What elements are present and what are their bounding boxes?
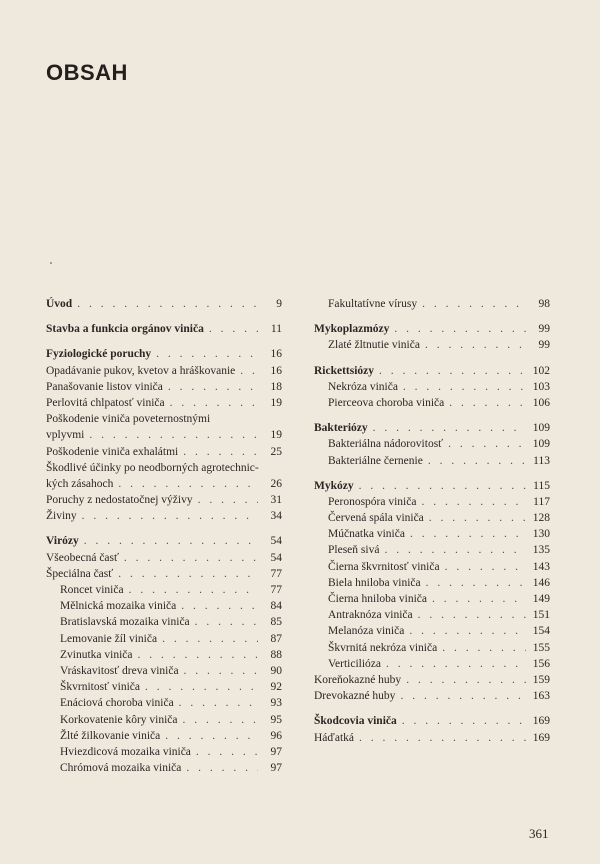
toc-entry-page: 84 bbox=[270, 600, 282, 613]
toc-entry-page: 87 bbox=[270, 632, 282, 645]
dot-leader bbox=[118, 476, 258, 492]
toc-entry bbox=[314, 321, 550, 337]
dot-leader bbox=[170, 395, 258, 411]
toc-entry-title: Perlovitá chlpatosť viniča bbox=[46, 396, 165, 409]
toc-entry-page: 18 bbox=[270, 380, 282, 393]
toc-entry-page: 16 bbox=[270, 364, 282, 377]
dot-leader bbox=[89, 427, 258, 443]
toc-entry-page: 151 bbox=[532, 609, 550, 622]
toc-entry-page: 102 bbox=[532, 364, 550, 377]
toc-entry-title: Škodlivé účinky po neodborných agrotechnic- bbox=[46, 461, 259, 474]
dot-leader bbox=[445, 559, 526, 575]
toc-entry bbox=[46, 411, 282, 427]
dot-leader bbox=[421, 494, 526, 510]
toc-entry bbox=[46, 550, 282, 566]
toc-entry-page: 26 bbox=[270, 477, 282, 490]
toc-entry-title: Roncet viniča bbox=[60, 584, 124, 596]
toc-entry-page: 146 bbox=[532, 576, 550, 589]
toc-entry bbox=[46, 566, 282, 582]
toc-entry bbox=[46, 379, 282, 395]
toc-entry bbox=[314, 575, 550, 591]
toc-entry-title: Vráskavitosť dreva viniča bbox=[60, 664, 179, 677]
dot-leader bbox=[82, 508, 258, 524]
toc-entry bbox=[314, 672, 550, 688]
dot-leader bbox=[145, 679, 258, 695]
toc-entry-title: Pleseň sivá bbox=[328, 544, 380, 557]
toc-entry-title: Stavba a funkcia orgánov viniča bbox=[46, 323, 204, 336]
toc-entry-title: Zvinutka viniča bbox=[60, 648, 133, 661]
toc-entry-page: 19 bbox=[270, 429, 282, 442]
dot-leader bbox=[410, 526, 526, 542]
dot-leader bbox=[426, 575, 526, 591]
toc-entry bbox=[314, 296, 550, 312]
dot-leader bbox=[425, 337, 526, 353]
toc-entry-title: Špeciálna časť bbox=[46, 567, 114, 580]
toc-entry bbox=[314, 640, 550, 656]
toc-entry-title: Bakteriálne černenie bbox=[328, 454, 423, 467]
toc-entry-title: kých zásahoch bbox=[46, 477, 114, 490]
toc-entry-title: Poškodenie viniča exhalátmi bbox=[46, 445, 179, 458]
toc-entry-title: Škvrnitá nekróza viniča bbox=[328, 641, 438, 654]
dot-leader bbox=[400, 688, 526, 704]
toc-entry bbox=[46, 647, 282, 663]
toc-entry-title: Virózy bbox=[46, 535, 79, 548]
toc-entry-page: 31 bbox=[270, 494, 282, 507]
toc-entry-page: 85 bbox=[270, 616, 282, 629]
toc-entry bbox=[46, 296, 282, 312]
toc-entry-title: Bakteriálna nádorovitosť bbox=[328, 438, 444, 451]
toc-entry-title: Koreňokazné huby bbox=[314, 673, 402, 686]
toc-entry-title: Bakteriózy bbox=[314, 422, 368, 435]
toc-entry-title: Fakultatívne vírusy bbox=[328, 298, 418, 310]
toc-entry bbox=[46, 444, 282, 460]
dot-leader bbox=[186, 760, 258, 776]
paper-speck bbox=[50, 262, 52, 264]
toc-entry bbox=[314, 607, 550, 623]
toc-entry-page: 25 bbox=[270, 445, 282, 458]
toc-entry-title: Mělnická mozaika viniča bbox=[60, 600, 177, 613]
toc-entry bbox=[46, 533, 282, 549]
toc-entry bbox=[314, 337, 550, 353]
toc-left-column bbox=[46, 296, 282, 776]
dot-leader bbox=[432, 591, 526, 607]
dot-leader bbox=[138, 647, 259, 663]
toc-entry-title: Žlté žilkovanie viniča bbox=[60, 729, 161, 742]
toc-entry-page: 109 bbox=[532, 438, 550, 451]
toc-entry-title: Opadávanie pukov, kvetov a hráškovanie bbox=[46, 364, 236, 377]
toc-entry bbox=[314, 363, 550, 379]
toc-entry bbox=[314, 623, 550, 639]
toc-entry-title: Čierna škvrnitosť viniča bbox=[328, 560, 440, 573]
toc-entry-page: 19 bbox=[270, 396, 282, 409]
toc-entry bbox=[46, 614, 282, 630]
toc-entry-page: 77 bbox=[270, 584, 282, 596]
toc-entry-title: Korkovatenie kôry viniča bbox=[60, 713, 178, 726]
toc-entry bbox=[46, 728, 282, 744]
toc-entry-page: 128 bbox=[532, 512, 550, 525]
toc-entry-page: 9 bbox=[276, 298, 282, 310]
dot-leader bbox=[183, 444, 258, 460]
toc-entry bbox=[46, 508, 282, 524]
toc-entry-title: Všeobecná časť bbox=[46, 551, 119, 564]
toc-entry bbox=[46, 744, 282, 760]
dot-leader bbox=[406, 672, 526, 688]
toc-entry bbox=[46, 363, 282, 379]
toc-entry-title: Verticilióza bbox=[328, 657, 382, 670]
toc-entry-page: 103 bbox=[532, 380, 550, 393]
dot-leader bbox=[442, 640, 526, 656]
toc-entry bbox=[46, 321, 282, 337]
toc-entry bbox=[314, 526, 550, 542]
toc-entry bbox=[46, 582, 282, 598]
toc-entry bbox=[314, 542, 550, 558]
dot-leader bbox=[198, 492, 258, 508]
dot-leader bbox=[124, 550, 258, 566]
toc-entry-title: Antraknóza viniča bbox=[328, 609, 413, 622]
toc-entry bbox=[314, 656, 550, 672]
toc-entry-title: Mykoplazmózy bbox=[314, 323, 390, 336]
toc-entry-title: Chrómová mozaika viniča bbox=[60, 762, 182, 775]
toc-entry-title: Peronospóra viniča bbox=[328, 495, 417, 508]
toc-entry-page: 95 bbox=[270, 713, 282, 726]
toc-entry-title: vplyvmi bbox=[46, 429, 85, 442]
toc-entry bbox=[314, 395, 550, 411]
toc-entry-page: 115 bbox=[533, 479, 550, 492]
toc-entry-page: 98 bbox=[538, 298, 550, 310]
dot-leader bbox=[77, 296, 258, 312]
toc-entry bbox=[314, 436, 550, 452]
toc-entry-title: Poruchy z nedostatočnej výživy bbox=[46, 494, 193, 507]
toc-entry-page: 11 bbox=[270, 323, 282, 336]
toc-entry bbox=[46, 395, 282, 411]
toc-entry-title: Lemovanie žíl viniča bbox=[60, 632, 158, 645]
toc-entry-page: 155 bbox=[532, 641, 550, 654]
dot-leader bbox=[196, 744, 258, 760]
toc-entry-page: 106 bbox=[532, 396, 550, 409]
toc-entry-title: Bratislavská mozaika viniča bbox=[60, 616, 190, 629]
toc-entry-title: Nekróza viniča bbox=[328, 380, 398, 393]
toc-entry bbox=[314, 478, 550, 494]
toc-entry bbox=[46, 712, 282, 728]
toc-entry-page: 92 bbox=[270, 681, 282, 694]
toc-entry bbox=[46, 476, 282, 492]
dot-leader bbox=[409, 623, 526, 639]
toc-entry-page: 77 bbox=[270, 567, 282, 580]
toc-entry-title: Poškodenie viniča poveternostnými bbox=[46, 413, 211, 426]
toc-entry bbox=[46, 492, 282, 508]
dot-leader bbox=[162, 631, 258, 647]
toc-entry-page: 143 bbox=[532, 560, 550, 573]
toc-entry-page: 54 bbox=[270, 551, 282, 564]
dot-leader bbox=[168, 379, 258, 395]
toc-entry bbox=[314, 591, 550, 607]
toc-entry bbox=[314, 420, 550, 436]
dot-leader bbox=[418, 607, 526, 623]
toc-entry-page: 54 bbox=[270, 535, 282, 548]
dot-leader bbox=[179, 695, 258, 711]
dot-leader bbox=[386, 656, 526, 672]
toc-entry-page: 93 bbox=[270, 697, 282, 710]
dot-leader bbox=[359, 730, 526, 746]
dot-leader bbox=[359, 478, 526, 494]
toc-entry-title: Enáciová choroba viniča bbox=[60, 697, 174, 710]
toc-entry bbox=[314, 559, 550, 575]
dot-leader bbox=[449, 395, 526, 411]
toc-entry bbox=[46, 695, 282, 711]
dot-leader bbox=[448, 436, 526, 452]
toc-entry-page: 156 bbox=[532, 657, 550, 670]
toc-entry bbox=[314, 688, 550, 704]
dot-leader bbox=[195, 614, 258, 630]
toc-entry bbox=[46, 427, 282, 443]
toc-entry bbox=[314, 379, 550, 395]
dot-leader bbox=[184, 663, 258, 679]
toc-entry bbox=[46, 346, 282, 362]
toc-entry-title: Fyziologické poruchy bbox=[46, 348, 152, 361]
toc-entry-title: Hviezdicová mozaika viniča bbox=[60, 745, 191, 758]
dot-leader bbox=[428, 453, 526, 469]
toc-entry-title: Rickettsiózy bbox=[314, 364, 375, 377]
toc-entry-title: Čierna hniloba viniča bbox=[328, 593, 427, 605]
toc-entry-page: 163 bbox=[532, 690, 550, 703]
toc-entry-page: 97 bbox=[270, 762, 282, 775]
toc-entry-page: 154 bbox=[532, 625, 550, 638]
toc-entry-title: Pierceova choroba viniča bbox=[328, 396, 445, 409]
toc-entry-title: Úvod bbox=[46, 298, 73, 310]
toc-entry-page: 109 bbox=[532, 422, 550, 435]
dot-leader bbox=[403, 379, 526, 395]
toc-entry bbox=[314, 494, 550, 510]
dot-leader bbox=[84, 533, 258, 549]
toc-entry-page: 88 bbox=[270, 648, 282, 661]
toc-entry-page: 90 bbox=[270, 664, 282, 677]
dot-leader bbox=[209, 321, 258, 337]
toc-entry bbox=[46, 460, 282, 476]
dot-leader bbox=[429, 510, 526, 526]
dot-leader bbox=[240, 363, 258, 379]
toc-entry-page: 159 bbox=[532, 673, 550, 686]
toc-entry-title: Háďatká bbox=[314, 731, 354, 744]
toc-entry-page: 16 bbox=[270, 348, 282, 361]
toc-entry bbox=[314, 453, 550, 469]
toc-entry-page: 97 bbox=[270, 745, 282, 758]
dot-leader bbox=[379, 363, 526, 379]
dot-leader bbox=[156, 346, 258, 362]
toc-entry-title: Mykózy bbox=[314, 479, 354, 492]
toc-entry-title: Múčnatka viniča bbox=[328, 528, 405, 541]
toc-entry-page: 113 bbox=[533, 454, 550, 467]
toc-right-column bbox=[314, 296, 550, 746]
toc-entry-page: 34 bbox=[270, 510, 282, 523]
dot-leader bbox=[165, 728, 258, 744]
toc-entry-page: 149 bbox=[532, 593, 550, 605]
toc-entry bbox=[46, 663, 282, 679]
toc-entry-title: Melanóza viniča bbox=[328, 625, 405, 638]
toc-entry-page: 130 bbox=[532, 528, 550, 541]
toc-entry-page: 169 bbox=[532, 715, 550, 728]
toc-entry-title: Živiny bbox=[46, 510, 77, 523]
toc-entry-page: 99 bbox=[538, 323, 550, 336]
toc-entry-page: 117 bbox=[533, 495, 550, 508]
dot-leader bbox=[183, 712, 258, 728]
toc-entry-title: Škvrnitosť viniča bbox=[60, 681, 140, 694]
dot-leader bbox=[402, 713, 526, 729]
toc-entry-title: Škodcovia viniča bbox=[314, 715, 397, 728]
toc-entry bbox=[314, 713, 550, 729]
toc-entry bbox=[314, 730, 550, 746]
dot-leader bbox=[422, 296, 526, 312]
dot-leader bbox=[129, 582, 258, 598]
toc-entry bbox=[46, 679, 282, 695]
page-number: 361 bbox=[529, 826, 549, 841]
toc-entry bbox=[314, 510, 550, 526]
dot-leader bbox=[118, 566, 258, 582]
dot-leader bbox=[384, 542, 526, 558]
toc-entry-title: Drevokazné huby bbox=[314, 690, 396, 703]
toc-entry bbox=[46, 760, 282, 776]
dot-leader bbox=[394, 321, 526, 337]
toc-entry-page: 135 bbox=[532, 544, 550, 557]
toc-entry-title: Biela hniloba viniča bbox=[328, 576, 421, 589]
toc-entry bbox=[46, 598, 282, 614]
dot-leader bbox=[373, 420, 526, 436]
dot-leader bbox=[181, 598, 258, 614]
toc-entry-page: 99 bbox=[538, 339, 550, 352]
toc-entry-page: 169 bbox=[532, 731, 550, 744]
toc-entry-title: Panašovanie listov viniča bbox=[46, 380, 163, 393]
page-title: OBSAH bbox=[46, 60, 128, 85]
toc-entry-page: 96 bbox=[270, 729, 282, 742]
toc-entry bbox=[46, 631, 282, 647]
toc-entry-title: Zlaté žltnutie viniča bbox=[328, 339, 420, 352]
toc-entry-title: Červená spála viniča bbox=[328, 512, 424, 525]
